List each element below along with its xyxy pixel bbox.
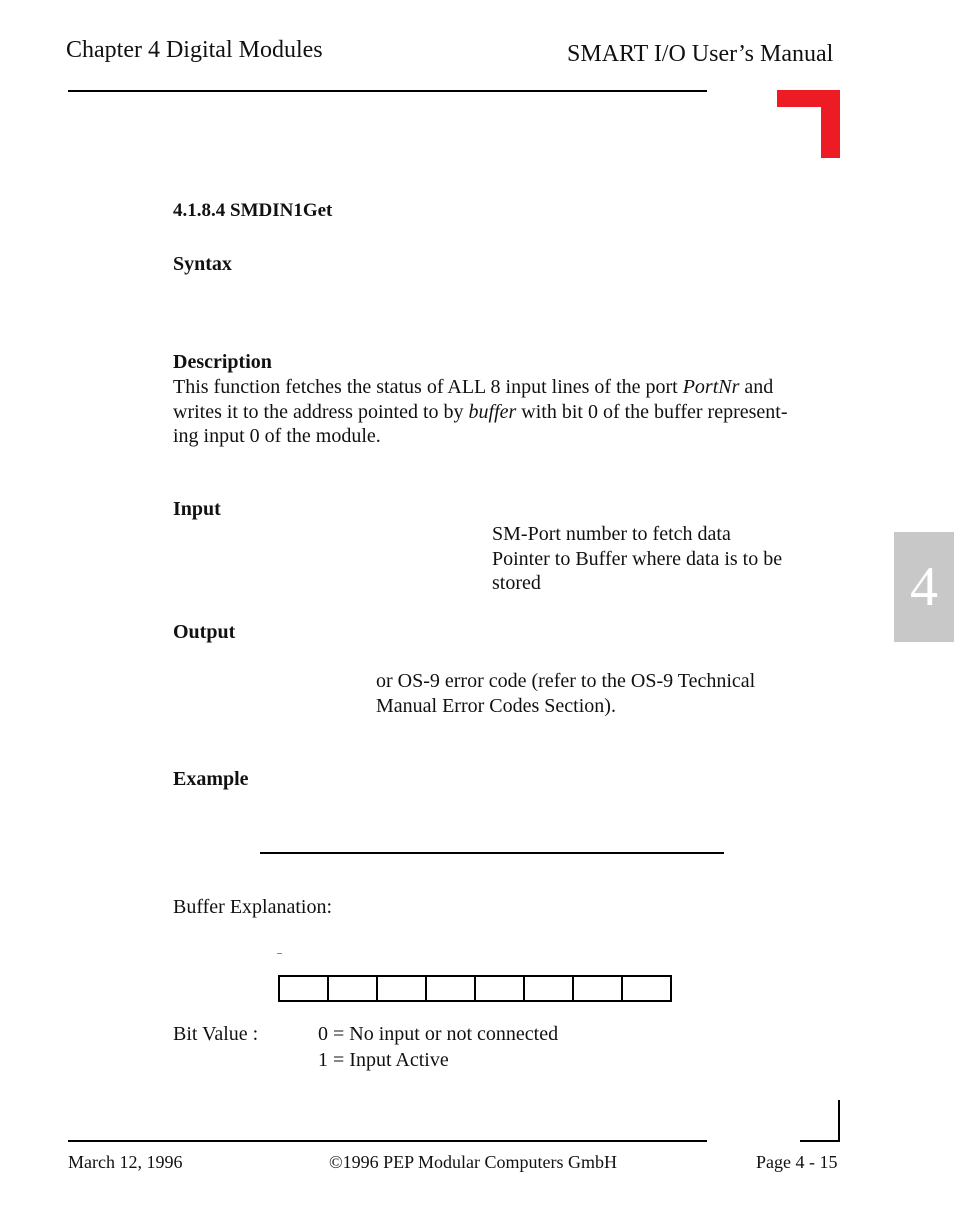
example-rule (260, 852, 724, 854)
bit-cell (280, 977, 329, 1000)
bit-value-label: Bit Value : (173, 1023, 259, 1045)
input-portnr-desc: SM-Port number to fetch data (492, 523, 731, 545)
input-descriptions (492, 522, 832, 596)
chapter-tab: 4 (894, 532, 954, 642)
section-title: 4.1.8.4 SMDIN1Get (173, 200, 333, 221)
bit-cell (476, 977, 525, 1000)
bit-diagram (278, 975, 672, 1002)
footer-copyright: ©1996 PEP Modular Computers GmbH (329, 1152, 618, 1172)
example-heading: Example (173, 768, 249, 790)
bit-cell (623, 977, 672, 1000)
syntax-heading: Syntax (173, 253, 232, 275)
bit-cell (329, 977, 378, 1000)
input-buffer-desc: Pointer to Buffer where data is to be (492, 547, 783, 570)
footer-date: March 12, 1996 (68, 1152, 183, 1172)
header-rule (68, 90, 707, 92)
bit-cell (427, 977, 476, 1000)
tick-mark (277, 953, 282, 954)
description-paragraph: This function fetches the status of ALL 8 input lines of the port PortNr and writes it to the address pointed to by buffer with bit 0 of the buffer represent- ing input 0 of the module. (173, 376, 788, 447)
bit-cell (525, 977, 574, 1000)
output-heading: Output (173, 621, 236, 643)
manual-title: SMART I/O User’s Manual (567, 41, 834, 67)
footer-corner-mark (800, 1100, 840, 1142)
red-corner-mark (777, 90, 840, 158)
bit-cell (574, 977, 623, 1000)
input-buffer-desc-cont: stored (492, 572, 541, 594)
output-description: or OS-9 error code (refer to the OS-9 Technical Manual Error Codes Section). (376, 670, 756, 717)
buffer-explanation-label: Buffer Explanation: (173, 896, 333, 918)
footer-page-number: Page 4 - 15 (756, 1152, 838, 1172)
bit-value-list: 0 = No input or not connected 1 = Input Active (318, 1023, 559, 1071)
input-heading: Input (173, 498, 221, 520)
bit-cell (378, 977, 427, 1000)
footer-rule (68, 1140, 707, 1142)
description-heading: Description (173, 351, 272, 373)
chapter-title: Chapter 4 Digital Modules (66, 37, 323, 63)
